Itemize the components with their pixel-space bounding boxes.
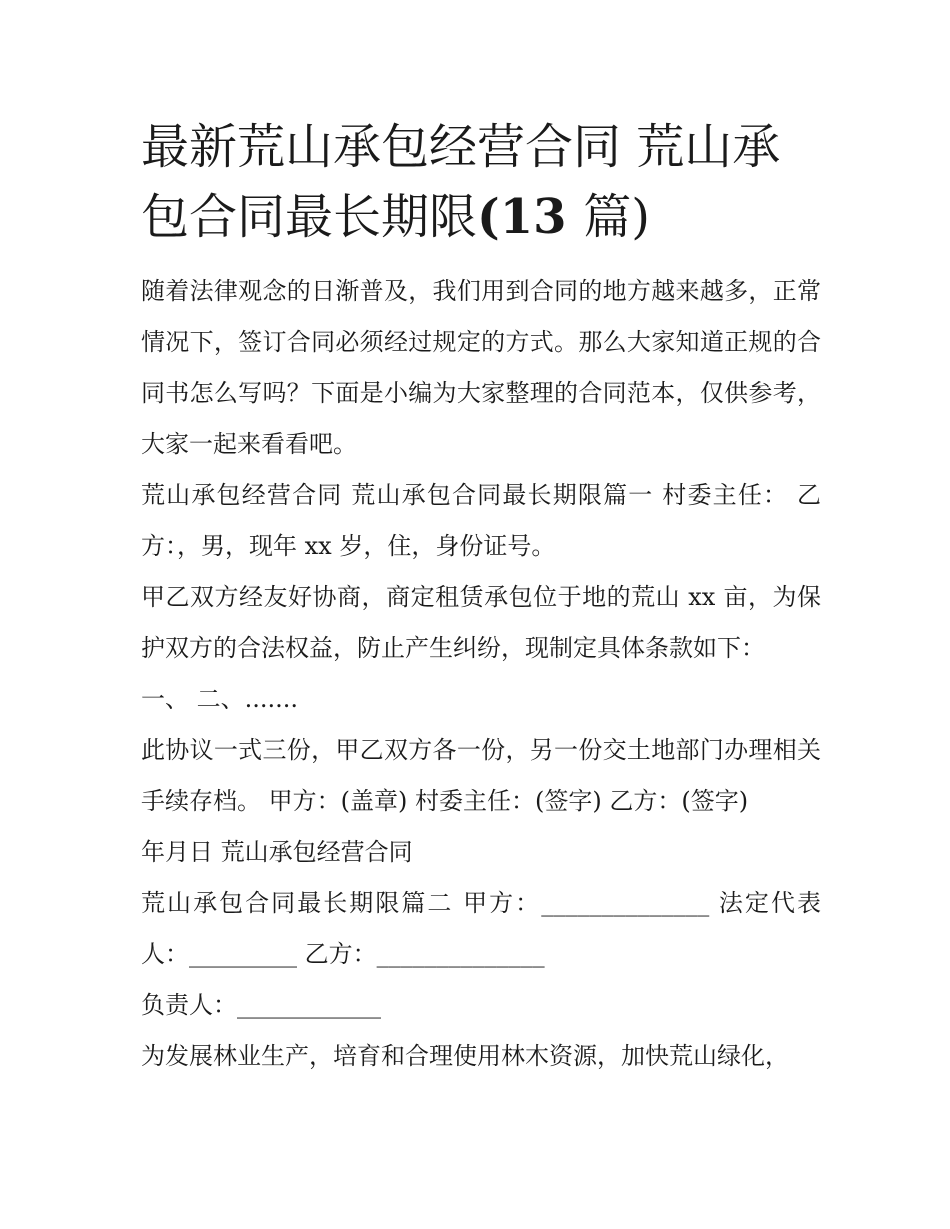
document-body — [141, 266, 821, 1082]
section-two-heading: 荒山承包合同最长期限篇二 甲方：______________ 法定代表人：_________ 乙方：______________ — [141, 889, 821, 968]
date-line: 年月日 荒山承包经营合同 — [141, 838, 413, 866]
agreement-paragraph: 甲乙双方经友好协商，商定租赁承包位于地的荒山 xx 亩，为保护双方的合法权益，防止产生纠纷，现制定具体条款如下： — [141, 583, 821, 662]
title-line-2-suffix: 篇) — [583, 189, 650, 245]
document-page — [141, 112, 821, 1082]
section-one-heading: 荒山承包经营合同 荒山承包合同最长期限篇一 村委主任： 乙方：，男，现年 xx 岁，住，身份证号。 — [141, 481, 821, 560]
title-line-2-prefix: 包合同最长期限 — [141, 189, 478, 245]
intro-paragraph: 随着法律观念的日渐普及，我们用到合同的地方越来越多，正常情况下，签订合同必须经过规定的方式。那么大家知道正规的合同书怎么写吗？下面是小编为大家整理的合同范本，仅供参考，大家一起来看看吧。 — [141, 277, 821, 458]
signature-paragraph: 此协议一式三份，甲乙双方各一份，另一份交土地部门办理相关手续存档。 甲方：(盖章) 村委主任：(签字) 乙方：(签字) — [141, 736, 821, 815]
document-title — [141, 112, 821, 252]
clause-list: 一、 二、....... — [141, 685, 299, 713]
responsible-person-line: 负责人：____________ — [141, 991, 381, 1019]
title-line-1: 最新荒山承包经营合同 荒山承 — [141, 119, 781, 175]
purpose-paragraph: 为发展林业生产，培育和合理使用林木资源，加快荒山绿化， — [141, 1042, 789, 1070]
title-count: (13 — [477, 189, 584, 245]
